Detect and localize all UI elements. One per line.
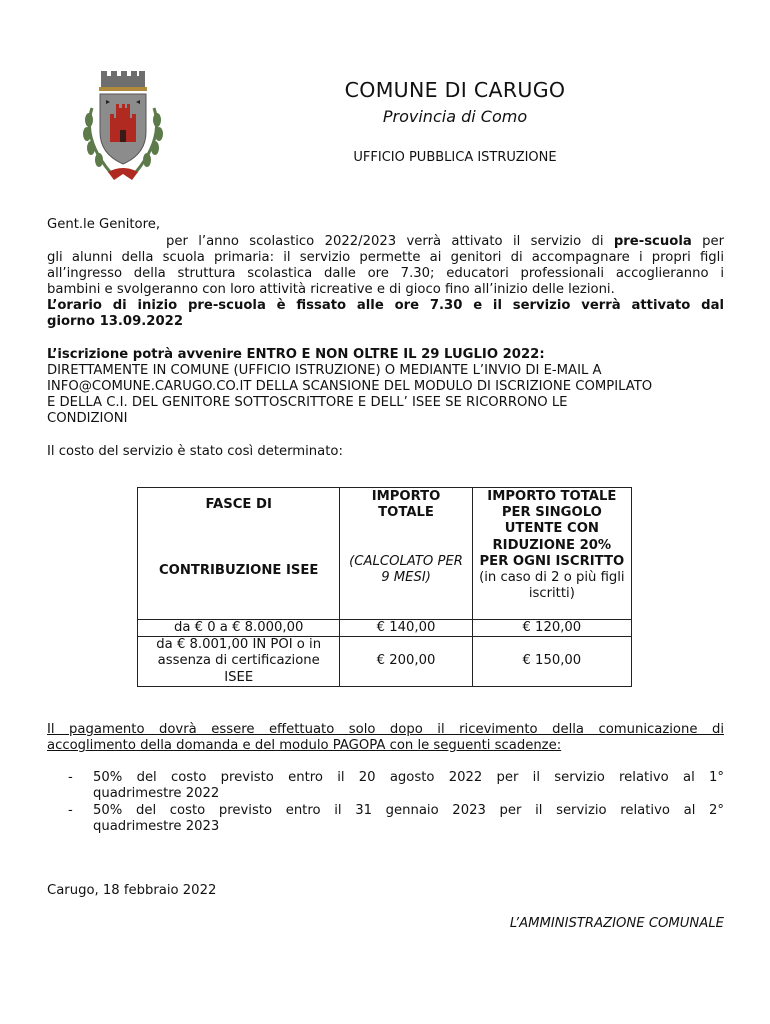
payment-line-1: Il pagamento dovrà essere effettuato solo dopo il ricevimento della comunicazione di [47, 722, 724, 737]
header-isee-top: FASCE DI [205, 497, 272, 512]
header-reduced [472, 488, 631, 620]
intro-bold: pre-scuola [613, 234, 692, 249]
bullet-2-line-2: quadrimestre 2023 [93, 819, 220, 834]
province-subtitle: Provincia di Como [382, 107, 528, 126]
place-and-date: Carugo, 18 febbraio 2022 [47, 883, 217, 898]
cost-intro: Il costo del servizio è stato così determinato: [47, 444, 343, 459]
header-isee-bottom: CONTRIBUZIONE ISEE [158, 563, 319, 578]
office-name: UFFICIO PUBBLICA ISTRUZIONE [353, 150, 557, 165]
start-date-line: giorno 13.09.2022 [47, 314, 183, 329]
header-isee-band [138, 488, 340, 620]
header-total [340, 488, 472, 620]
coat-of-arms-icon [70, 68, 174, 184]
row-1-total: € 140,00 [340, 620, 472, 637]
registration-line-3: INFO@COMUNE.CARUGO.CO.IT DELLA SCANSIONE DEL MODULO DI ISCRIZIONE COMPILATO [47, 379, 653, 394]
municipality-title: COMUNE DI CARUGO [344, 78, 566, 102]
header-total-note: (CALCOLATO PER 9 MESI) [349, 554, 463, 586]
intro-line-2: gli alunni della scuola primaria: il servizio permette ai genitori di accompagnare i propri figli [47, 250, 724, 265]
start-time-line: L’orario di inizio pre-scuola è fissato alle ore 7.30 e il servizio verrà attivato dal [47, 298, 724, 313]
intro-line-4: bambini e svolgeranno con loro attività ricreative e di gioco fino all’inizio delle lezioni. [47, 282, 615, 297]
row-2-reduced: € 150,00 [472, 637, 631, 687]
row-2-band: da € 8.001,00 IN POI o in assenza di certificazione ISEE [138, 637, 340, 687]
bullet-dash-2: - [68, 803, 73, 818]
registration-deadline: L’iscrizione potrà avvenire ENTRO E NON OLTRE IL 29 LUGLIO 2022: [47, 347, 545, 362]
intro-line-3: all’ingresso della struttura scolastica dalle ore 7.30; educatori professionali accoglieranno i [47, 266, 724, 281]
table-row [138, 620, 632, 637]
registration-line-5: CONDIZIONI [47, 411, 128, 426]
row-1-reduced: € 120,00 [472, 620, 631, 637]
intro-line-1 [166, 234, 724, 250]
bullet-1-line-2: quadrimestre 2022 [93, 786, 220, 801]
header-reduced-bold: IMPORTO TOTALE PER SINGOLO UTENTE CON RIDUZIONE 20% PER OGNI ISCRITTO [479, 489, 625, 569]
bullet-dash-1: - [68, 770, 73, 785]
fee-table [137, 487, 632, 687]
intro-text-a: per l’anno scolastico 2022/2023 verrà attivato il servizio di [166, 234, 614, 249]
header-total-label: IMPORTO TOTALE [371, 489, 441, 521]
payment-line-2: accoglimento della domanda e del modulo PAGOPA con le seguenti scadenze: [47, 738, 562, 753]
row-1-band: da € 0 a € 8.000,00 [138, 620, 340, 637]
registration-line-4: E DELLA C.I. DEL GENITORE SOTTOSCRITTORE E DELL’ ISEE SE RICORRONO LE [47, 395, 568, 410]
bullet-1-line-1: 50% del costo previsto entro il 20 agosto 2022 per il servizio relativo al 1° [93, 770, 724, 785]
row-2-total: € 200,00 [340, 637, 472, 687]
greeting: Gent.le Genitore, [47, 217, 161, 232]
signature: L’AMMINISTRAZIONE COMUNALE [509, 916, 724, 931]
header-reduced-note: (in caso di 2 o più figli iscritti) [479, 570, 625, 602]
bullet-2-line-1: 50% del costo previsto entro il 31 gennaio 2023 per il servizio relativo al 2° [93, 803, 724, 818]
table-row [138, 637, 632, 687]
fee-table-header-row [138, 488, 632, 620]
registration-line-2: DIRETTAMENTE IN COMUNE (UFFICIO ISTRUZIONE) O MEDIANTE L’INVIO DI E-MAIL A [47, 363, 602, 378]
intro-text-b: per [691, 234, 724, 249]
